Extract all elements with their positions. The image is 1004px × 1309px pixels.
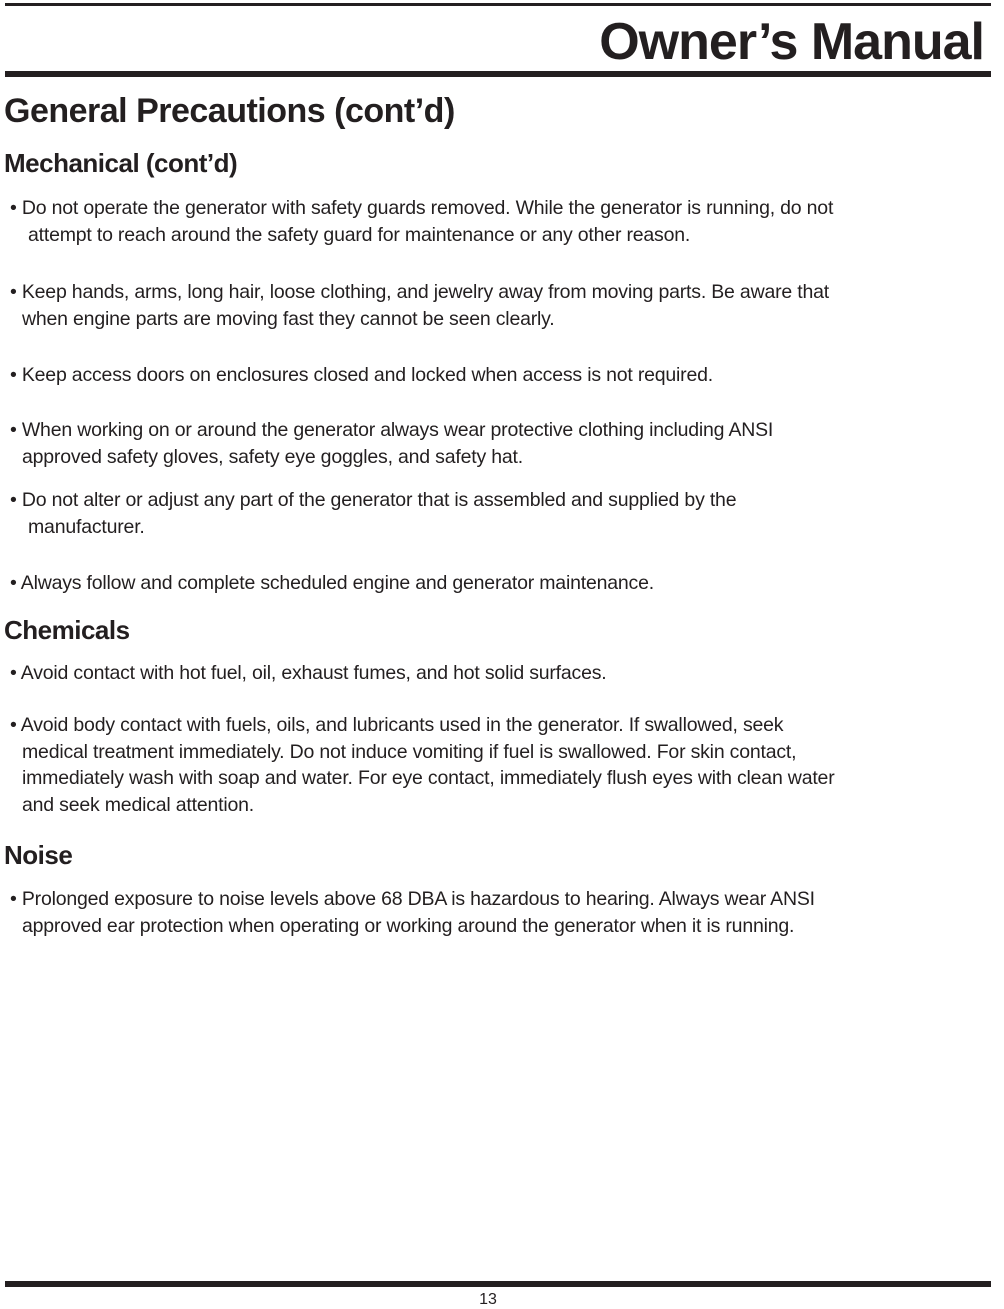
bullet-line: and seek medical attention. <box>22 793 254 816</box>
bullet-line: • Avoid body contact with fuels, oils, and lubricants used in the generator. If swallowed, seek <box>10 714 784 736</box>
bullet-line: • Do not alter or adjust any part of the generator that is assembled and supplied by the <box>10 489 737 511</box>
bullet-line: approved safety gloves, safety eye goggles, and safety hat. <box>22 446 523 468</box>
bullet-item <box>10 487 995 541</box>
bullet-line: medical treatment immediately. Do not induce vomiting if fuel is swallowed. For skin contact, <box>22 740 797 763</box>
bullet-item <box>10 195 995 249</box>
bullet-line: • Keep access doors on enclosures closed and locked when access is not required. <box>10 364 713 386</box>
header-rule-top <box>5 3 991 6</box>
footer-rule <box>5 1281 991 1287</box>
bullet-item <box>10 660 995 687</box>
bullet-item <box>10 886 995 940</box>
bullet-line: • Prolonged exposure to noise levels above 68 DBA is hazardous to hearing. Always wear ANSI <box>10 888 815 910</box>
manual-title: Owner’s Manual <box>599 13 984 71</box>
page-number: 13 <box>479 1291 497 1308</box>
bullet-line: • Keep hands, arms, long hair, loose clothing, and jewelry away from moving parts. Be aware that <box>10 281 829 303</box>
page-title: General Precautions (cont’d) <box>4 92 455 130</box>
section-title-chemicals: Chemicals <box>4 615 130 645</box>
bullet-line: • When working on or around the generator always wear protective clothing including ANSI <box>10 419 774 441</box>
bullet-item <box>10 279 995 333</box>
section-title-noise: Noise <box>4 840 73 870</box>
bullet-line: • Avoid contact with hot fuel, oil, exhaust fumes, and hot solid surfaces. <box>10 662 607 684</box>
bullet-line: when engine parts are moving fast they cannot be seen clearly. <box>22 308 555 330</box>
bullet-item <box>10 712 995 818</box>
bullet-item <box>10 417 995 471</box>
bullet-line: attempt to reach around the safety guard for maintenance or any other reason. <box>28 224 691 246</box>
header-rule-bottom <box>5 71 991 77</box>
bullet-item <box>10 362 995 389</box>
bullet-line: • Always follow and complete scheduled engine and generator maintenance. <box>10 572 654 594</box>
bullet-line: immediately wash with soap and water. For eye contact, immediately flush eyes with clean water <box>22 767 835 789</box>
bullet-item <box>10 570 995 597</box>
bullet-line: • Do not operate the generator with safety guards removed. While the generator is running, do not <box>10 197 834 219</box>
section-title-mechanical: Mechanical (cont’d) <box>4 148 238 178</box>
bullet-line: manufacturer. <box>28 516 145 538</box>
bullet-line: approved ear protection when operating or working around the generator when it is running. <box>22 915 795 937</box>
